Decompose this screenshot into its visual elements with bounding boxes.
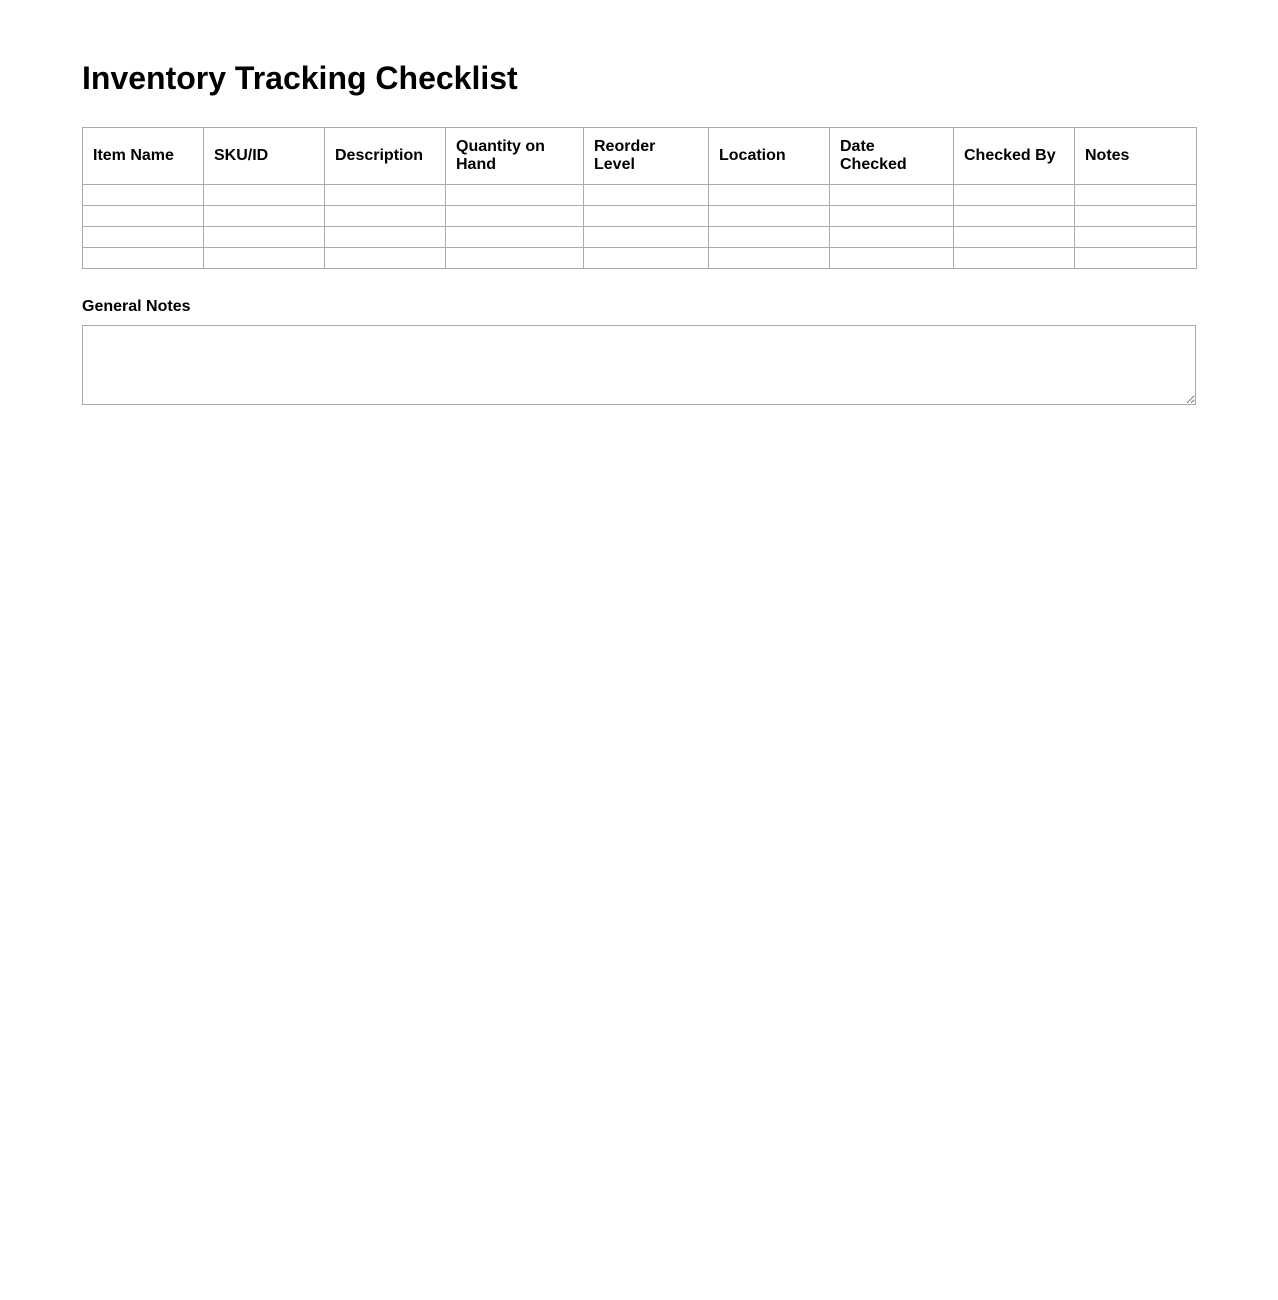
table-cell[interactable] — [954, 185, 1075, 206]
header-row — [83, 128, 1197, 185]
table-row — [83, 227, 1197, 248]
table-cell[interactable] — [446, 227, 584, 248]
page-title: Inventory Tracking Checklist — [82, 60, 518, 96]
column-header-quantity-on-hand: Quantity on Hand — [446, 128, 584, 185]
table-cell[interactable] — [830, 206, 954, 227]
column-header-checked-by: Checked By — [954, 128, 1075, 185]
table-cell[interactable] — [584, 185, 709, 206]
table-cell[interactable] — [83, 248, 204, 269]
table-cell[interactable] — [1075, 185, 1197, 206]
table-cell[interactable] — [83, 206, 204, 227]
table-row — [83, 206, 1197, 227]
table-cell[interactable] — [446, 248, 584, 269]
table-cell[interactable] — [954, 227, 1075, 248]
column-header-sku-id: SKU/ID — [204, 128, 325, 185]
column-header-item-name: Item Name — [83, 128, 204, 185]
table-cell[interactable] — [584, 227, 709, 248]
table-cell[interactable] — [204, 185, 325, 206]
general-notes-textarea[interactable] — [82, 325, 1196, 405]
table-row — [83, 185, 1197, 206]
general-notes-label: General Notes — [82, 298, 191, 315]
column-header-notes: Notes — [1075, 128, 1197, 185]
table-cell[interactable] — [325, 227, 446, 248]
table-cell[interactable] — [830, 185, 954, 206]
table-cell[interactable] — [954, 248, 1075, 269]
column-header-description: Description — [325, 128, 446, 185]
table-cell[interactable] — [709, 185, 830, 206]
table-cell[interactable] — [709, 248, 830, 269]
table-cell[interactable] — [584, 206, 709, 227]
table-cell[interactable] — [954, 206, 1075, 227]
table-cell[interactable] — [325, 185, 446, 206]
table-cell[interactable] — [1075, 248, 1197, 269]
table-cell[interactable] — [446, 185, 584, 206]
table-cell[interactable] — [830, 227, 954, 248]
table-cell[interactable] — [325, 248, 446, 269]
table-row — [83, 248, 1197, 269]
table-cell[interactable] — [709, 227, 830, 248]
table-cell[interactable] — [1075, 227, 1197, 248]
column-header-location: Location — [709, 128, 830, 185]
table-cell[interactable] — [204, 206, 325, 227]
table-cell[interactable] — [204, 248, 325, 269]
column-header-date-checked: Date Checked — [830, 128, 954, 185]
column-header-reorder-level: Reorder Level — [584, 128, 709, 185]
table-cell[interactable] — [830, 248, 954, 269]
table-cell[interactable] — [325, 206, 446, 227]
table-cell[interactable] — [83, 185, 204, 206]
table-cell[interactable] — [1075, 206, 1197, 227]
table-cell[interactable] — [584, 248, 709, 269]
table-cell[interactable] — [83, 227, 204, 248]
table-cell[interactable] — [446, 206, 584, 227]
table-cell[interactable] — [204, 227, 325, 248]
inventory-table — [82, 127, 1197, 269]
table-cell[interactable] — [709, 206, 830, 227]
